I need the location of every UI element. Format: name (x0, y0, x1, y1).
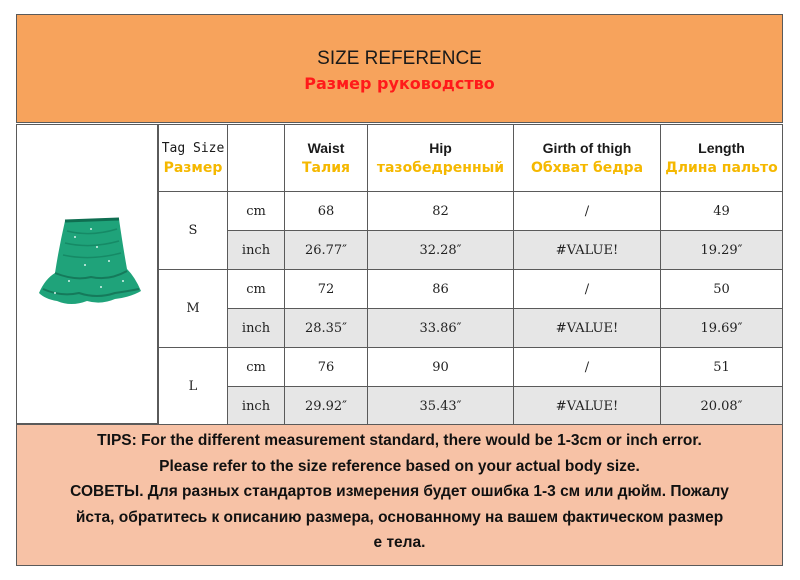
waist-cell: 68 (285, 192, 368, 231)
header-tag-size: Tag Size Размер (159, 125, 228, 192)
thigh-cell: #VALUE! (514, 309, 661, 348)
table-row (159, 231, 783, 270)
table-row (159, 192, 783, 231)
waist-cell: 28.35″ (285, 309, 368, 348)
thigh-cell: #VALUE! (514, 387, 661, 426)
tips-line-3: СОВЕТЫ. Для разных стандартов измерения будет ошибка 1-3 см или дюйм. Пожалу (70, 483, 729, 500)
size-table (158, 124, 783, 426)
waist-cell: 29.92″ (285, 387, 368, 426)
waist-cell: 26.77″ (285, 231, 368, 270)
page-title: SIZE REFERENCE (317, 48, 482, 69)
header-unit (228, 125, 285, 192)
unit-cell: inch (228, 309, 285, 348)
unit-cell: inch (228, 231, 285, 270)
length-cell: 51 (661, 348, 783, 387)
table-row (159, 348, 783, 387)
length-cell: 19.69″ (661, 309, 783, 348)
thigh-cell: / (514, 192, 661, 231)
unit-cell: cm (228, 348, 285, 387)
product-photo-cell (16, 124, 158, 424)
hip-cell: 32.28″ (368, 231, 514, 270)
header-waist: Waist Талия (285, 125, 368, 192)
hip-cell: 82 (368, 192, 514, 231)
table-row (159, 270, 783, 309)
page-subtitle: Размер руководство (304, 74, 495, 93)
length-cell: 49 (661, 192, 783, 231)
tips-line-2: Please refer to the size reference based on your actual body size. (159, 457, 640, 475)
unit-cell: cm (228, 192, 285, 231)
thigh-cell: / (514, 348, 661, 387)
hip-cell: 86 (368, 270, 514, 309)
size-label: S (159, 192, 228, 270)
length-cell: 50 (661, 270, 783, 309)
thigh-cell: / (514, 270, 661, 309)
skirt-image (35, 217, 147, 309)
length-cell: 20.08″ (661, 387, 783, 426)
hip-cell: 35.43″ (368, 387, 514, 426)
size-label: L (159, 348, 228, 426)
size-reference-header (16, 14, 783, 123)
header-length: Length Длина пальто (661, 125, 783, 192)
thigh-cell: #VALUE! (514, 231, 661, 270)
waist-cell: 76 (285, 348, 368, 387)
header-hip: Hip тазобедренный (368, 125, 514, 192)
unit-cell: cm (228, 270, 285, 309)
table-header-row (159, 125, 783, 192)
table-row (159, 387, 783, 426)
hip-cell: 90 (368, 348, 514, 387)
tips-line-1: TIPS: For the different measurement standard, there would be 1-3cm or inch error. (97, 432, 702, 449)
header-thigh: Girth of thigh Обхват бедра (514, 125, 661, 192)
table-row (159, 309, 783, 348)
unit-cell: inch (228, 387, 285, 426)
size-label: M (159, 270, 228, 348)
tips-line-4: йста, обратитесь к описанию размера, основанному на вашем фактическом размер (75, 508, 724, 526)
hip-cell: 33.86″ (368, 309, 514, 348)
tips-box (16, 424, 783, 566)
length-cell: 19.29″ (661, 231, 783, 270)
tips-line-5: е тела. (373, 534, 426, 551)
waist-cell: 72 (285, 270, 368, 309)
